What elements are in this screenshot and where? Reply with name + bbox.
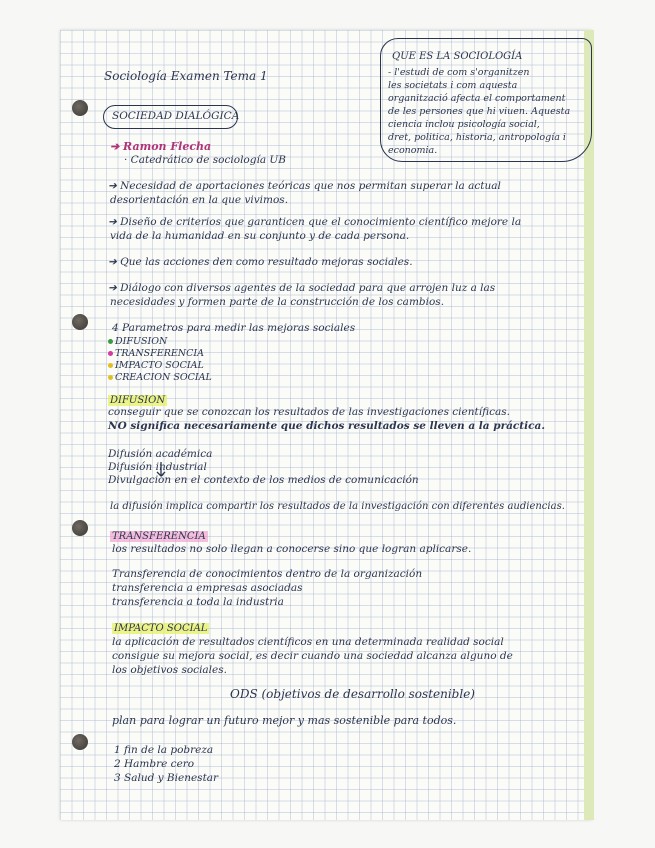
bubble-line: ciencia inclou psicología social,: [388, 119, 540, 130]
impacto-line: los objetivos sociales.: [112, 664, 227, 676]
author-line: [110, 140, 211, 153]
bubble-line: de les persones que hi viuen. Aquesta: [388, 106, 571, 117]
bullet-item: ➔ Que las acciones den como resultado mejoras sociales.: [108, 256, 413, 268]
impacto-line: la aplicación de resultados científicos en una determinada realidad social: [112, 636, 504, 648]
bubble-line: les societats i com aquesta: [388, 80, 518, 91]
difusion-line: NO significa necesariamente que dichos resultados se lleven a la práctica.: [108, 420, 545, 432]
section-heading: SOCIEDAD DIALÓGICA: [112, 110, 240, 122]
difusion-conclusion: la difusión implica compartir los resultados de la investigación con diferentes audiencias.: [110, 501, 565, 512]
bullet-item: ➔ Diálogo con diversos agentes de la sociedad para que arrojen luz a las: [108, 282, 496, 294]
difusion-line: conseguir que se conozcan los resultados de las investigaciones científicas.: [108, 406, 510, 418]
transferencia-type: transferencia a empresas asociadas: [112, 582, 303, 594]
impacto-line: consigue su mejora social, es decir cuando una sociedad alcanza alguno de: [112, 650, 513, 662]
arrow-icon: ➔: [108, 216, 121, 228]
difusion-type: Difusión académica: [108, 448, 213, 460]
down-arrow-icon: [155, 462, 167, 478]
arrow-icon: ➔: [108, 180, 121, 192]
param-item: DIFUSION: [108, 335, 167, 348]
bubble-line: organització afecta el comportament: [388, 93, 566, 104]
transferencia-title: TRANSFERENCIA: [112, 531, 206, 542]
bubble-line: - l'estudi de com s'organitzen: [388, 67, 530, 78]
bullet-item: ➔ Diseño de criterios que garanticen que el conocimiento científico mejore la: [108, 216, 522, 228]
bullet-item-cont: vida de la humanidad en su conjunto y de cada persona.: [110, 230, 410, 242]
ods-item: 1 fin de la pobreza: [114, 744, 214, 756]
punch-hole: [72, 520, 88, 536]
arrow-icon: ➔: [108, 282, 121, 294]
ods-title: ODS (objetivos de desarrollo sostenible): [230, 687, 475, 701]
yellow-dot-icon: [108, 375, 113, 380]
ods-item: 2 Hambre cero: [114, 758, 195, 770]
transferencia-type: Transferencia de conocimientos dentro de la organización: [112, 568, 423, 580]
params-title: 4 Parametros para medir las mejoras sociales: [112, 322, 356, 334]
param-item: IMPACTO SOCIAL: [108, 359, 204, 372]
page-title: Sociología Examen Tema 1: [104, 69, 268, 83]
bullet-item-cont: necesidades y formen parte de la construcción de los cambios.: [110, 296, 445, 308]
transferencia-line: los resultados no solo llegan a conocerse sino que logran aplicarse.: [112, 543, 472, 555]
transferencia-type: transferencia a toda la industria: [112, 596, 284, 608]
yellow-dot-icon: [108, 363, 113, 368]
magenta-dot-icon: [108, 351, 113, 356]
param-item: CREACION SOCIAL: [108, 371, 212, 384]
param-item: TRANSFERENCIA: [108, 347, 204, 360]
punch-hole: [72, 314, 88, 330]
difusion-title: DIFUSION: [110, 395, 166, 406]
bubble-line: QUE ES LA SOCIOLOGÍA: [392, 51, 523, 62]
difusion-type: Difusión industrial: [108, 461, 207, 473]
bubble-line: dret, politica, historia, antropología i: [388, 132, 566, 143]
ods-item: 3 Salud y Bienestar: [114, 772, 219, 784]
bubble-line: economia.: [388, 145, 438, 156]
bullet-item-cont: desorientación en la que vivimos.: [110, 194, 289, 206]
arrow-icon: ➔: [108, 256, 121, 268]
green-dot-icon: [108, 339, 113, 344]
author-note: · Catedrático de sociología UB: [124, 154, 286, 166]
impacto-title: IMPACTO SOCIAL: [114, 623, 208, 634]
ods-line: plan para lograr un futuro mejor y mas sostenible para todos.: [112, 714, 457, 727]
bullet-item: ➔ Necesidad de aportaciones teóricas que nos permitan superar la actual: [108, 180, 501, 192]
punch-hole: [72, 734, 88, 750]
author-name: Ramon Flecha: [123, 140, 212, 153]
difusion-type: Divulgación en el contexto de los medios de comunicación: [108, 474, 419, 486]
punch-hole: [72, 100, 88, 116]
arrow-icon: ➔: [110, 140, 124, 153]
